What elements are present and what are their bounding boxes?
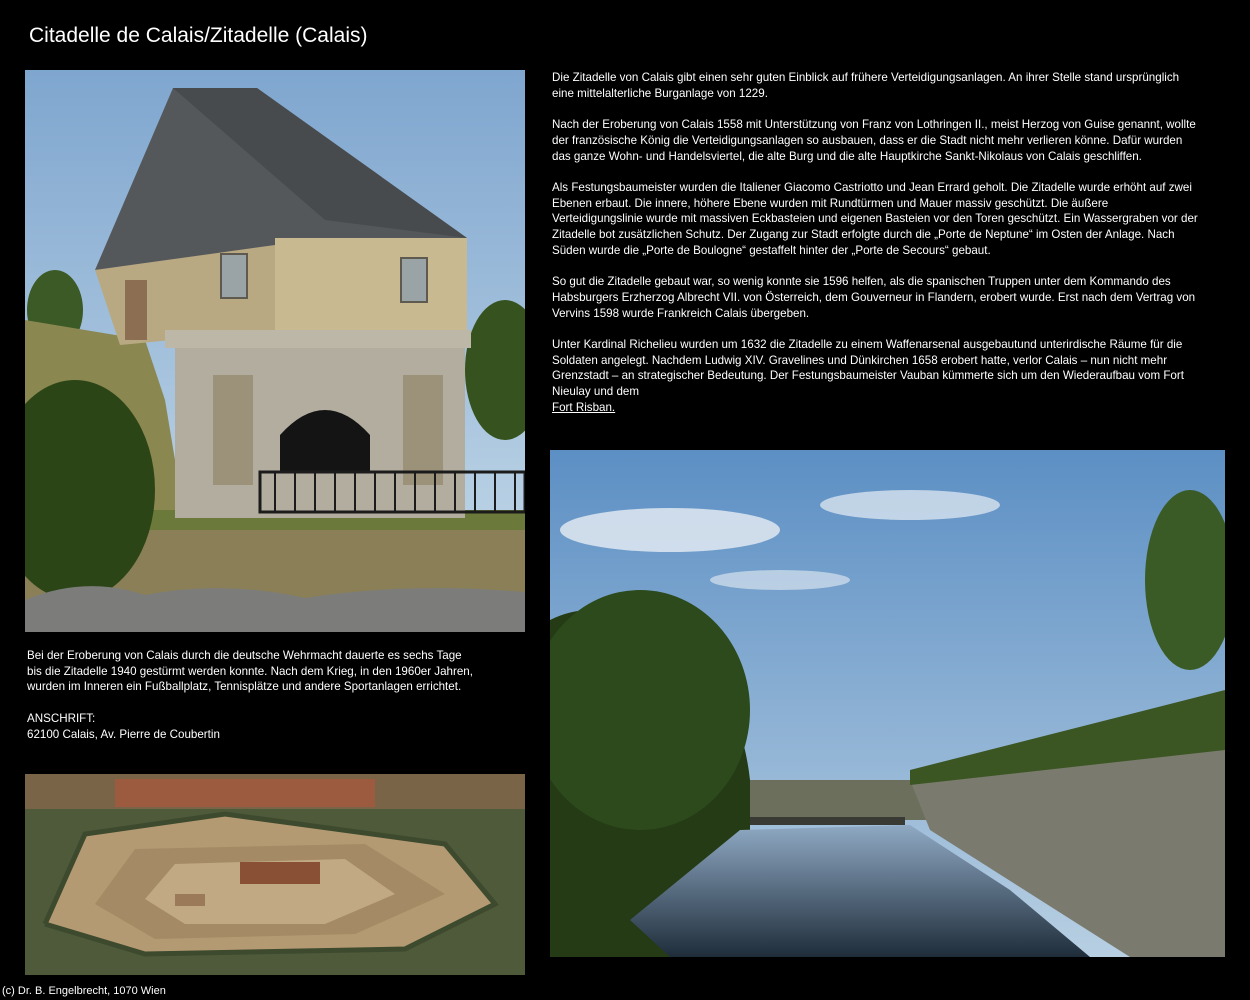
moat-photo	[550, 450, 1225, 957]
main-paragraph-4: So gut die Zitadelle gebaut war, so wenig konnte sie 1596 helfen, als die spanischen Truppen unter dem Kommando des Habsburgers Erzherzog Albrecht VII. von Österreich, dem Gouverneur in Flandern, erobert wurde. Erst nach dem Vertrag von Vervins 1598 wurde Frankreich Calais übergeben.	[552, 275, 1196, 320]
main-paragraph-5	[552, 337, 1202, 416]
copyright-footer: (c) Dr. B. Engelbrecht, 1070 Wien	[2, 985, 166, 997]
address-value: 62100 Calais, Av. Pierre de Coubertin	[27, 727, 220, 741]
side-paragraph: Bei der Eroberung von Calais durch die deutsche Wehrmacht dauerte es sechs Tage bis die Zitadelle 1940 gestürmt werden konnte. Nach dem Krieg, in den 1960er Jahren, wurden im Inneren ein Fußballplatz, Tennisplätze und andere Sportanlagen errichtet.	[27, 649, 473, 694]
gatehouse-photo	[25, 70, 525, 632]
main-paragraph-5-text: Unter Kardinal Richelieu wurden um 1632 die Zitadelle zu einem Waffenarsenal ausgebautund unterirdische Räume für die Soldaten angelegt. Nachdem Ludwig XIV. Gravelines und Dünkirchen 1658 erobert hatte, verlor Calais – nun nicht mehr Grenzstadt – an strategischer Bedeutung. Der Festungsbaumeister Vauban kümmerte sich um den Wiederaufbau vom Fort Nieulay und dem	[552, 337, 1184, 398]
side-text	[27, 648, 477, 742]
fort-risban-link[interactable]: Fort Risban.	[552, 400, 616, 414]
address-label: ANSCHRIFT:	[27, 711, 96, 725]
main-paragraph-1: Die Zitadelle von Calais gibt einen sehr guten Einblick auf frühere Verteidigungsanlagen. An ihrer Stelle stand ursprünglich eine mittelalterliche Burganlage von 1229.	[552, 71, 1180, 100]
citadel-model-photo	[25, 774, 525, 975]
main-paragraph-3: Als Festungsbaumeister wurden die Italiener Giacomo Castriotto und Jean Errard geholt. Die Zitadelle wurde erhöht auf zwei Ebenen erbaut. Die innere, höhere Ebene wurden mit Rundtürmen und Mauer massiv geschützt. Die äußere Verteidigungslinie wurde mit massiven Eckbasteien und eigenen Basteien vor den Toren geschützt. Ein Wassergraben vor der Zitadelle bot zusätzlichen Schutz. Der Zugang zur Stadt erfolgte durch die „Porte de Neptune“ im Osten der Anlage. Nach Süden wurde die „Porte de Boulogne“ gestaffelt hinter der „Porte de Secours“ gebaut.	[552, 180, 1198, 257]
main-text	[552, 70, 1202, 415]
page-title: Citadelle de Calais/Zitadelle (Calais)	[29, 24, 368, 47]
address-block	[27, 711, 477, 742]
main-paragraph-2: Nach der Eroberung von Calais 1558 mit Unterstützung von Franz von Lothringen II., meist Herzog von Guise genannt, wollte der französische König die Verteidigungsanlagen so ausbauen, dass er die Stadt nicht mehr verlieren könne. Dafür wurden das ganze Wohn- und Handelsviertel, die alte Burg und die alte Hauptkirche Sankt-Nikolaus von Calais geschliffen.	[552, 118, 1196, 163]
